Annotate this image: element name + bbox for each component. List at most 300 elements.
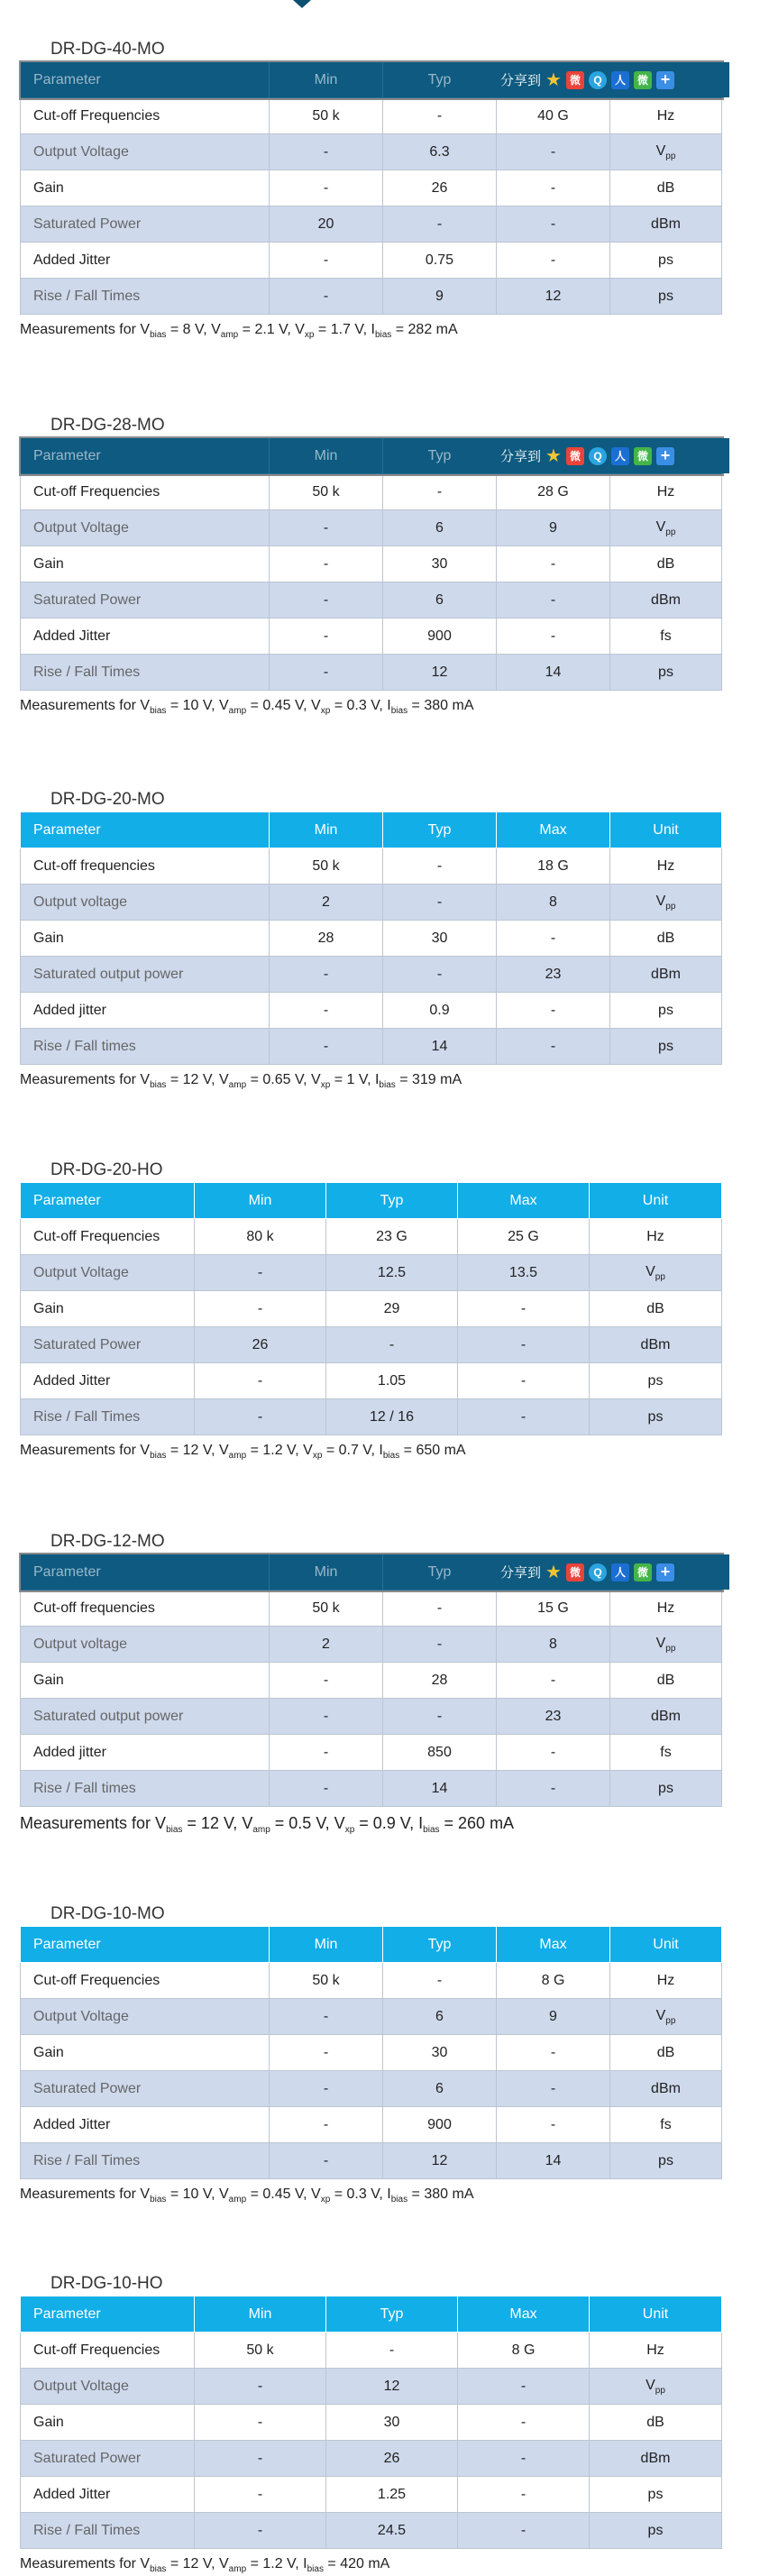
value-cell: dBm [610,206,722,243]
table-row [21,1699,722,1735]
value-cell: 15 G [497,1591,610,1627]
parameter-cell: Cut-off Frequencies [21,474,270,510]
parameter-cell: Cut-off Frequencies [21,2333,195,2369]
table-row [21,474,722,510]
column-header: Parameter [21,1554,270,1591]
header-row [21,1554,722,1591]
value-cell: - [270,957,383,993]
value-cell: 0.9 [383,993,497,1029]
value-cell: 30 [383,921,497,957]
value-cell: - [497,2035,610,2071]
table-row [21,243,722,279]
value-cell: dBm [590,2441,722,2477]
column-header [497,1554,722,1591]
header-row [21,1927,722,1963]
column-header: Max [458,2296,590,2333]
value-cell: dBm [590,1327,722,1363]
spec-section [20,1159,721,1462]
value-cell: - [270,170,383,206]
value-cell: dBm [610,1699,722,1735]
column-header: Min [270,438,383,474]
value-cell: 14 [497,655,610,691]
section-title: DR-DG-10-HO [50,2274,163,2293]
column-header: Parameter [21,438,270,474]
measurement-conditions: Measurements for $V_{bias} = 12$ V, $V_{amp} = 0.65$ V, $V_{xp} = 1$ V, $I_{bias} = 319$ mA [20,1072,462,1090]
value-cell: ps [610,1771,722,1807]
measurement-conditions: Measurements for $V_{bias} = 12$ V, $V_{amp} = 1.2$ V, $I_{bias} = 420$ mA [20,2556,390,2574]
value-cell: - [383,474,497,510]
header-row [21,438,722,474]
star-icon[interactable]: ★ [545,70,562,90]
value-cell: - [458,2441,590,2477]
share-label: 分享到 [500,1565,542,1581]
value-cell: - [383,1699,497,1735]
wechat-icon[interactable]: 微 [634,71,652,89]
value-cell: dB [610,2035,722,2071]
table-row [21,134,722,170]
value-cell: $V_{pp}$ [610,1999,722,2035]
value-cell: - [270,1999,383,2035]
parameter-cell: Rise / Fall times [21,1029,270,1065]
value-cell: 9 [497,510,610,546]
value-cell: - [497,993,610,1029]
table-row [21,1663,722,1699]
value-cell: - [497,921,610,957]
value-cell: - [383,957,497,993]
parameter-cell: Saturated Power [21,582,270,619]
value-cell: - [497,2107,610,2143]
value-cell: 14 [383,1029,497,1065]
value-cell: 14 [383,1771,497,1807]
value-cell: 1.05 [326,1363,458,1399]
value-cell: - [383,1963,497,1999]
parameter-cell: Output Voltage [21,510,270,546]
table-row [21,206,722,243]
parameter-cell: Rise / Fall Times [21,2513,195,2549]
measurement-conditions: Measurements for $V_{bias} = 12$ V, $V_{amp} = 0.5$ V, $V_{xp} = 0.9$ V, $I_{bias} = 260$ mA [20,1814,515,1835]
value-cell: - [383,98,497,134]
value-cell: - [195,1399,326,1435]
parameter-cell: Output Voltage [21,1999,270,2035]
value-cell: 0.75 [383,243,497,279]
header-row [21,2296,722,2333]
value-cell: $V_{pp}$ [610,1627,722,1663]
spec-table [20,1926,722,2179]
value-cell: fs [610,2107,722,2143]
table-row [21,2107,722,2143]
table-row [21,957,722,993]
value-cell: dB [610,1663,722,1699]
value-cell: ps [610,655,722,691]
renren-icon[interactable]: 人 [611,1563,629,1581]
table-row [21,1963,722,1999]
share-bar [495,1554,729,1590]
table-row [21,510,722,546]
column-header: Typ [383,438,497,474]
value-cell: - [497,1771,610,1807]
value-cell: 6 [383,1999,497,2035]
table-row [21,1327,722,1363]
spec-table [20,1554,722,1807]
column-header: Parameter [21,812,270,848]
table-row [21,993,722,1029]
parameter-cell: Added Jitter [21,2477,195,2513]
parameter-cell: Added Jitter [21,243,270,279]
value-cell: ps [590,2513,722,2549]
value-cell: Hz [610,1963,722,1999]
section-title: DR-DG-20-MO [50,790,165,809]
value-cell: 2 [270,1627,383,1663]
parameter-cell: Rise / Fall Times [21,1399,195,1435]
value-cell: 18 G [497,848,610,885]
value-cell: fs [610,619,722,655]
value-cell: 23 [497,957,610,993]
value-cell: 30 [383,2035,497,2071]
value-cell: dB [590,1291,722,1327]
value-cell: 50 k [270,1591,383,1627]
value-cell: - [458,2513,590,2549]
value-cell: 6 [383,2071,497,2107]
value-cell: 30 [326,2405,458,2441]
value-cell: ps [590,2477,722,2513]
section-title: DR-DG-10-MO [50,1904,165,1923]
section-title: DR-DG-40-MO [50,40,165,59]
value-cell: - [383,885,497,921]
parameter-cell: Rise / Fall Times [21,279,270,315]
section-title: DR-DG-20-HO [50,1160,163,1179]
value-cell: 2 [270,885,383,921]
value-cell: 900 [383,619,497,655]
column-header: Unit [590,2296,722,2333]
value-cell: 29 [326,1291,458,1327]
star-icon[interactable]: ★ [545,446,562,466]
value-cell: 8 G [458,2333,590,2369]
table-row [21,1627,722,1663]
table-row [21,2513,722,2549]
column-header: Min [270,1927,383,1963]
value-cell: - [497,243,610,279]
value-cell: - [497,134,610,170]
collapse-caret-icon[interactable] [293,0,311,8]
value-cell: - [497,170,610,206]
value-cell: dB [610,921,722,957]
spec-section [20,414,721,718]
value-cell: - [270,2035,383,2071]
table-row [21,546,722,582]
spec-section [20,788,721,1092]
value-cell: 8 G [497,1963,610,1999]
header-row [21,812,722,848]
column-header: Max [458,1183,590,1219]
parameter-cell: Gain [21,2405,195,2441]
parameter-cell: Saturated output power [21,957,270,993]
column-header: Typ [326,1183,458,1219]
value-cell: Hz [610,474,722,510]
value-cell: - [458,2369,590,2405]
parameter-cell: Cut-off Frequencies [21,1963,270,1999]
value-cell: dBm [610,2071,722,2107]
value-cell: 25 G [458,1219,590,1255]
table-row [21,170,722,206]
wechat-icon[interactable]: 微 [634,447,652,465]
parameter-cell: Added Jitter [21,2107,270,2143]
parameter-cell: Output Voltage [21,1255,195,1291]
spec-table [20,61,722,315]
table-row [21,1999,722,2035]
parameter-cell: Gain [21,546,270,582]
parameter-cell: Gain [21,921,270,957]
value-cell: dBm [610,957,722,993]
value-cell: 26 [383,170,497,206]
value-cell: - [497,619,610,655]
value-cell: - [270,1771,383,1807]
section-title: DR-DG-12-MO [50,1532,165,1551]
table-row [21,2477,722,2513]
parameter-cell: Added Jitter [21,1363,195,1399]
value-cell: fs [610,1735,722,1771]
value-cell: - [458,2477,590,2513]
table-row [21,98,722,134]
value-cell: - [497,1663,610,1699]
value-cell: - [326,1327,458,1363]
table-row [21,1255,722,1291]
plus-icon[interactable]: + [656,71,674,89]
measurement-conditions: Measurements for $V_{bias} = 8$ V, $V_{amp} = 2.1$ V, $V_{xp} = 1.7$ V, $I_{bias} = 282$ mA [20,322,458,340]
parameter-cell: Cut-off frequencies [21,1591,270,1627]
value-cell: 50 k [270,848,383,885]
renren-icon[interactable]: 人 [611,447,629,465]
table-row [21,2035,722,2071]
measurement-conditions: Measurements for $V_{bias} = 10$ V, $V_{amp} = 0.45$ V, $V_{xp} = 0.3$ V, $I_{bias} = 380$ mA [20,698,474,716]
value-cell: - [270,510,383,546]
value-cell: - [383,1591,497,1627]
value-cell: 28 G [497,474,610,510]
value-cell: - [497,2071,610,2107]
plus-icon[interactable]: + [656,1563,674,1581]
value-cell: - [195,1255,326,1291]
renren-icon[interactable]: 人 [611,71,629,89]
value-cell: dBm [610,582,722,619]
measurement-conditions: Measurements for $V_{bias} = 12$ V, $V_{amp} = 1.2$ V, $V_{xp} = 0.7$ V, $I_{bias} = 650$ mA [20,1443,466,1461]
value-cell: - [326,2333,458,2369]
table-row [21,2369,722,2405]
value-cell: 850 [383,1735,497,1771]
value-cell: 50 k [270,474,383,510]
value-cell: 14 [497,2143,610,2179]
share-bar [495,62,729,97]
table-row [21,1591,722,1627]
qzone-icon[interactable]: Q [589,447,607,465]
value-cell: 26 [326,2441,458,2477]
value-cell: - [195,2369,326,2405]
value-cell: 28 [383,1663,497,1699]
spec-table [20,811,722,1065]
spec-section [20,1530,721,1834]
parameter-cell: Gain [21,1663,270,1699]
value-cell: - [497,546,610,582]
value-cell: 12 [497,279,610,315]
value-cell: - [270,134,383,170]
table-row [21,1363,722,1399]
column-header: Typ [383,62,497,98]
value-cell: - [270,243,383,279]
value-cell: 6 [383,582,497,619]
value-cell: - [270,655,383,691]
parameter-cell: Saturated Power [21,206,270,243]
value-cell: 12 [383,2143,497,2179]
value-cell: dB [610,170,722,206]
value-cell: 12 [326,2369,458,2405]
table-row [21,1029,722,1065]
value-cell: 50 k [270,1963,383,1999]
value-cell: Hz [610,98,722,134]
weibo-icon[interactable]: 微 [566,71,584,89]
parameter-cell: Gain [21,170,270,206]
value-cell: 80 k [195,1219,326,1255]
column-header: Parameter [21,1927,270,1963]
wechat-icon[interactable]: 微 [634,1563,652,1581]
parameter-cell: Added Jitter [21,619,270,655]
column-header: Typ [326,2296,458,2333]
table-row [21,848,722,885]
value-cell: ps [610,1029,722,1065]
value-cell: 8 [497,885,610,921]
table-row [21,1399,722,1435]
column-header: Min [270,62,383,98]
spec-table [20,437,722,691]
table-row [21,582,722,619]
spec-section [20,1902,721,2206]
weibo-icon[interactable]: 微 [566,1563,584,1581]
value-cell: dB [590,2405,722,2441]
column-header: Max [497,812,610,848]
value-cell: $V_{pp}$ [610,885,722,921]
spec-section [20,2272,721,2576]
measurement-conditions: Measurements for $V_{bias} = 10$ V, $V_{amp} = 0.45$ V, $V_{xp} = 0.3$ V, $I_{bias} = 380$ mA [20,2186,474,2205]
value-cell: Hz [590,2333,722,2369]
value-cell: 20 [270,206,383,243]
qzone-icon[interactable]: Q [589,1563,607,1581]
value-cell: - [270,2107,383,2143]
value-cell: Hz [610,1591,722,1627]
value-cell: - [195,2441,326,2477]
value-cell: 24.5 [326,2513,458,2549]
value-cell: $V_{pp}$ [610,134,722,170]
value-cell: - [458,1399,590,1435]
value-cell: - [270,582,383,619]
spec-section [20,38,721,342]
column-header: Min [270,1554,383,1591]
value-cell: - [195,1291,326,1327]
column-header: Typ [383,812,497,848]
parameter-cell: Added jitter [21,993,270,1029]
value-cell: 13.5 [458,1255,590,1291]
column-header [497,62,722,98]
parameter-cell: Saturated Power [21,2071,270,2107]
share-label: 分享到 [500,73,542,88]
value-cell: - [270,1663,383,1699]
value-cell: ps [590,1363,722,1399]
table-row [21,1219,722,1255]
value-cell: - [195,2477,326,2513]
header-row [21,1183,722,1219]
value-cell: - [497,1029,610,1065]
table-row [21,921,722,957]
value-cell: 9 [497,1999,610,2035]
column-header: Typ [383,1554,497,1591]
column-header: Parameter [21,2296,195,2333]
value-cell: 12 / 16 [326,1399,458,1435]
value-cell: 50 k [270,98,383,134]
star-icon[interactable]: ★ [545,1563,562,1582]
value-cell: - [383,206,497,243]
plus-icon[interactable]: + [656,447,674,465]
value-cell: - [458,1291,590,1327]
value-cell: 23 [497,1699,610,1735]
column-header: Min [195,2296,326,2333]
parameter-cell: Rise / Fall Times [21,655,270,691]
table-row [21,619,722,655]
column-header: Max [497,1927,610,1963]
parameter-cell: Saturated output power [21,1699,270,1735]
value-cell: - [497,1735,610,1771]
qzone-icon[interactable]: Q [589,71,607,89]
parameter-cell: Rise / Fall Times [21,2143,270,2179]
parameter-cell: Saturated Power [21,2441,195,2477]
table-row [21,655,722,691]
value-cell: - [383,848,497,885]
value-cell: - [195,2513,326,2549]
value-cell: $V_{pp}$ [610,510,722,546]
value-cell: Hz [610,848,722,885]
value-cell: ps [610,243,722,279]
value-cell: Hz [590,1219,722,1255]
value-cell: - [270,279,383,315]
table-row [21,2071,722,2107]
value-cell: 900 [383,2107,497,2143]
value-cell: 50 k [195,2333,326,2369]
value-cell: - [270,993,383,1029]
value-cell: 12.5 [326,1255,458,1291]
parameter-cell: Output Voltage [21,2369,195,2405]
value-cell: - [270,1029,383,1065]
column-header: Parameter [21,62,270,98]
column-header: Parameter [21,1183,195,1219]
value-cell: - [270,2071,383,2107]
parameter-cell: Cut-off Frequencies [21,1219,195,1255]
parameter-cell: Cut-off Frequencies [21,98,270,134]
table-row [21,885,722,921]
value-cell: 30 [383,546,497,582]
parameter-cell: Output voltage [21,1627,270,1663]
value-cell: - [270,619,383,655]
value-cell: - [458,1363,590,1399]
value-cell: ps [610,2143,722,2179]
value-cell: 1.25 [326,2477,458,2513]
value-cell: - [458,1327,590,1363]
value-cell: 26 [195,1327,326,1363]
table-row [21,1735,722,1771]
weibo-icon[interactable]: 微 [566,447,584,465]
value-cell: 40 G [497,98,610,134]
table-row [21,2333,722,2369]
value-cell: - [497,206,610,243]
parameter-cell: Saturated Power [21,1327,195,1363]
column-header: Unit [610,1927,722,1963]
spec-table [20,2296,722,2549]
value-cell: $V_{pp}$ [590,1255,722,1291]
value-cell: 9 [383,279,497,315]
